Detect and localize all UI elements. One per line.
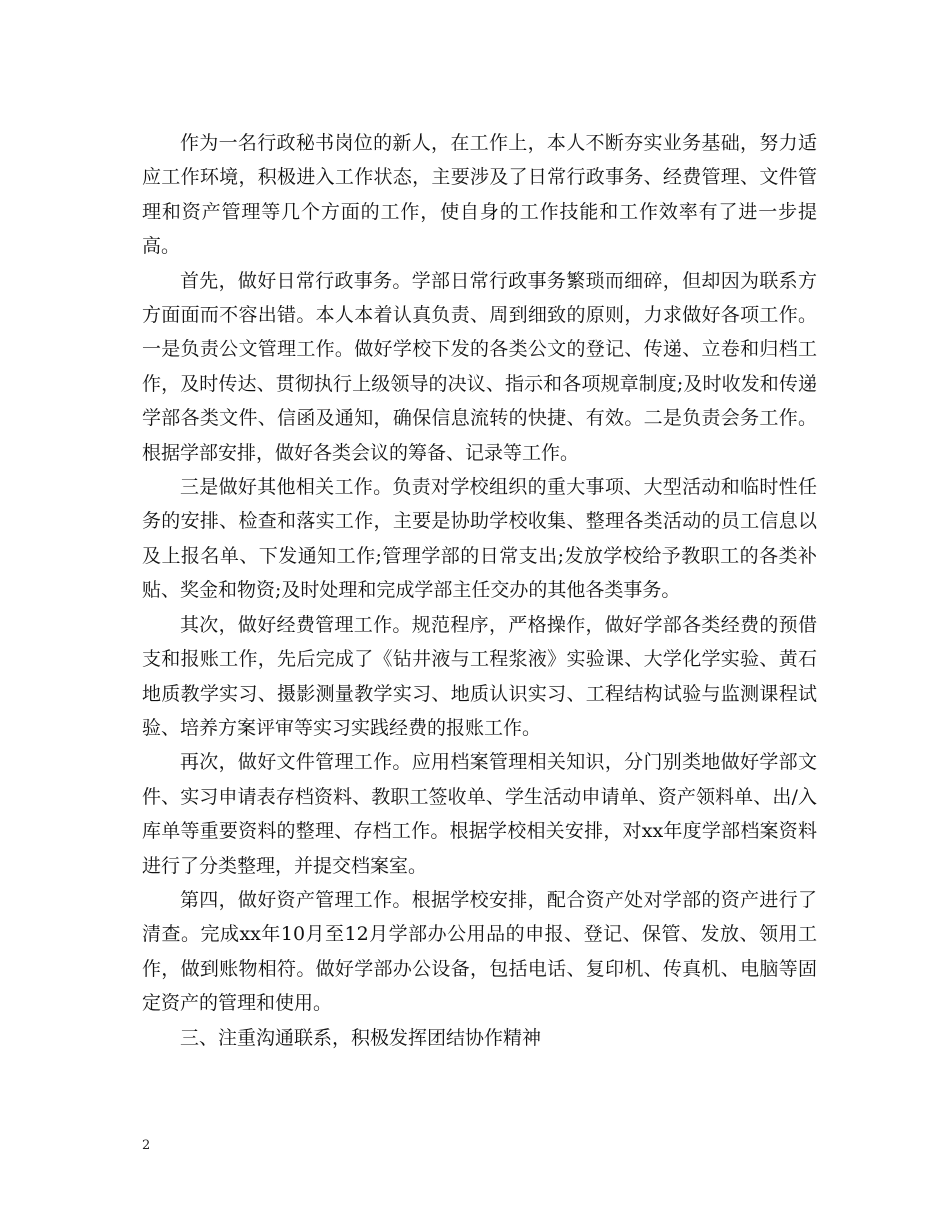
paragraph-file-management: 再次，做好文件管理工作。应用档案管理相关知识，分门别类地做好学部文件、实习申请表存档资料、教职工签收单、学生活动申请单、资产领料单、出/入库单等重要资料的整理、存档工作。根据学校相关安排，对xx年度学部档案资料进行了分类整理，并提交档案室。 (142, 751, 817, 877)
paragraph-asset-management: 第四，做好资产管理工作。根据学校安排，配合资产处对学部的资产进行了清查。完成xx年10月至12月学部办公用品的申报、登记、保管、发放、领用工作，做到账物相符。做好学部办公设备，包括电话、复印机、传真机、电脑等固定资产的管理和使用。 (142, 888, 817, 1015)
section-heading-communication: 三、注重沟通联系，积极发挥团结协作精神 (180, 1026, 542, 1049)
paragraph-intro: 作为一名行政秘书岗位的新人，在工作上，本人不断夯实业务基础，努力适应工作环境，积极进入工作状态，主要涉及了日常行政事务、经费管理、文件管理和资产管理等几个方面的工作，使自身的工作技能和工作效率有了进一步提高。 (142, 132, 817, 258)
page-number: 2 (142, 1138, 151, 1153)
paragraph-other-work: 三是做好其他相关工作。负责对学校组织的重大事项、大型活动和临时性任务的安排、检查和落实工作，主要是协助学校收集、整理各类活动的员工信息以及上报名单、下发通知工作;管理学部的日常支出;发放学校给予教职工的各类补贴、奖金和物资;及时处理和完成学部主任交办的其他各类事务。 (142, 476, 817, 602)
paragraph-daily-affairs: 首先，做好日常行政事务。学部日常行政事务繁琐而细碎，但却因为联系方方面面而不容出错。本人本着认真负责、周到细致的原则，力求做好各项工作。一是负责公文管理工作。做好学校下发的各类公文的登记、传递、立卷和归档工作，及时传达、贯彻执行上级领导的决议、指示和各项规章制度;及时收发和传递学部各类文件、信函及通知，确保信息流转的快捷、有效。二是负责会务工作。根据学部安排，做好各类会议的筹备、记录等工作。 (142, 269, 817, 464)
paragraph-funds-management: 其次，做好经费管理工作。规范程序，严格操作，做好学部各类经费的预借支和报账工作，先后完成了《钻井液与工程浆液》实验课、大学化学实验、黄石地质教学实习、摄影测量教学实习、地质认识实习、工程结构试验与监测课程试验、培养方案评审等实习实践经费的报账工作。 (142, 613, 817, 739)
document-body (142, 126, 817, 1055)
